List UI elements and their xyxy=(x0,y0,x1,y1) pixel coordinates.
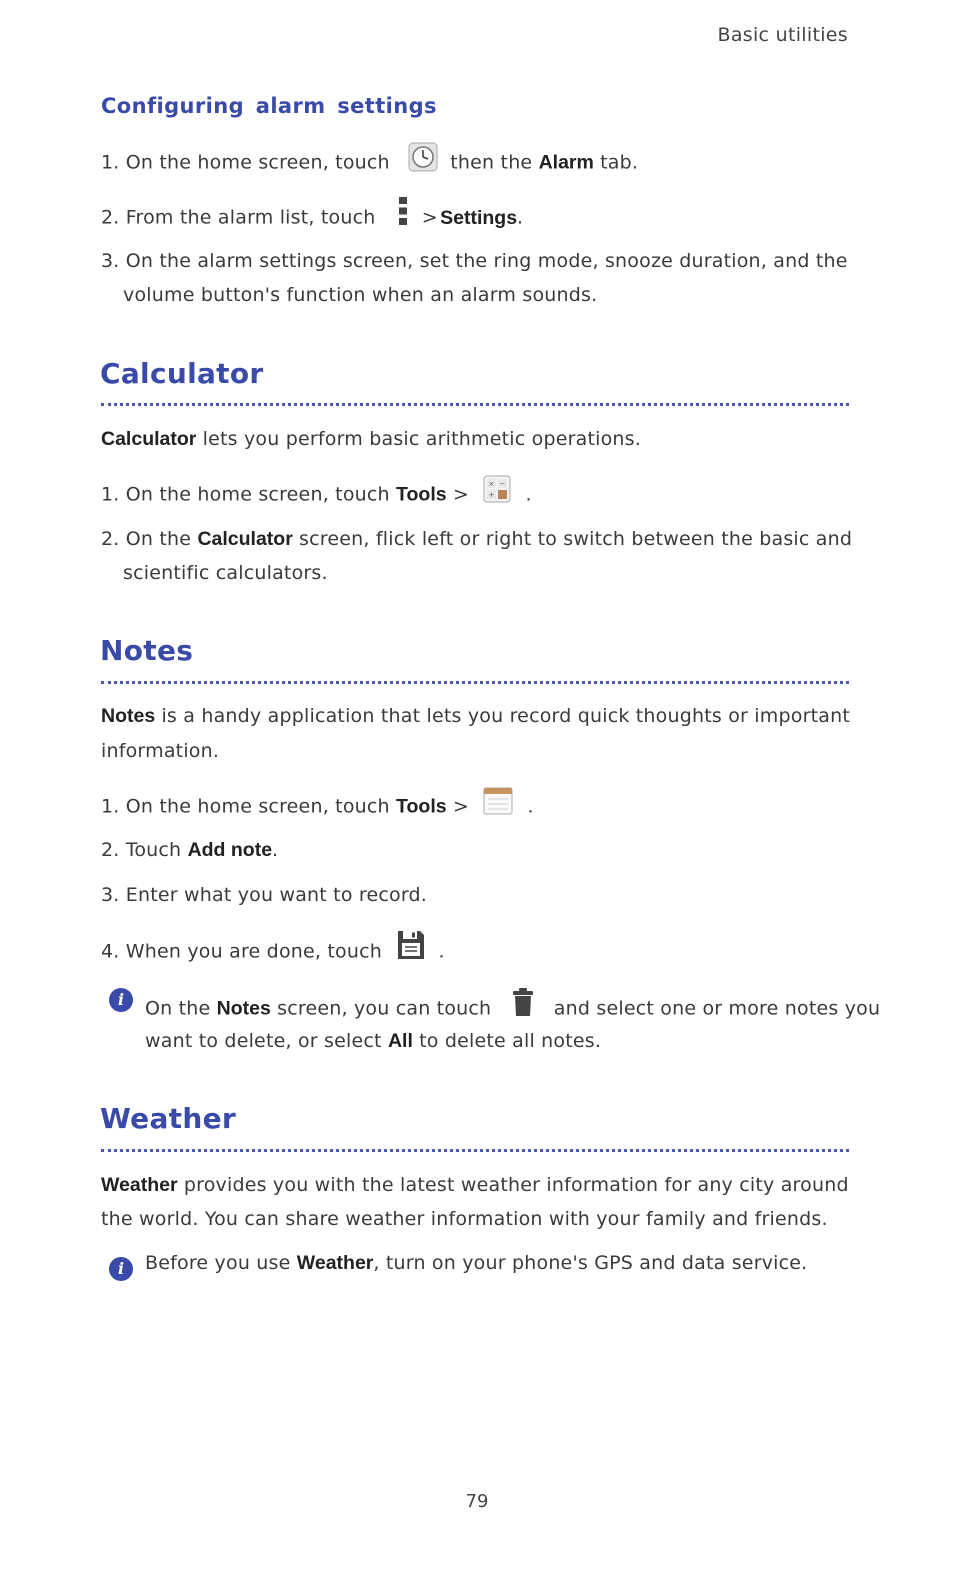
alarm-settings-heading: Configuring alarm settings xyxy=(101,94,437,118)
intro-bold: Notes xyxy=(101,705,156,727)
tip-text: and select one or more notes you xyxy=(553,997,881,1020)
intro-bold: Calculator xyxy=(101,428,197,450)
calculator-step-2-cont: scientific calculators. xyxy=(123,562,328,584)
settings-label: Settings xyxy=(440,206,518,229)
calculator-icon xyxy=(483,475,511,509)
tools-label: Tools xyxy=(396,795,447,818)
alarm-step-1 xyxy=(101,148,638,178)
trash-icon xyxy=(512,987,534,1023)
step-text: . xyxy=(525,483,532,506)
weather-intro-cont: the world. You can share weather information with your family and friends. xyxy=(101,1208,828,1230)
tip-text: Before you use xyxy=(145,1252,291,1274)
step-text: . xyxy=(272,839,279,861)
step-text: . xyxy=(527,795,534,818)
notes-step-4 xyxy=(101,937,445,967)
notes-intro xyxy=(101,704,850,728)
intro-text: is a handy application that lets you record quick thoughts or important xyxy=(161,705,850,727)
tip-bold: Notes xyxy=(216,997,271,1020)
notes-intro-cont: information. xyxy=(101,740,220,762)
alarm-tab-label: Alarm xyxy=(538,151,594,174)
step-text: 1. On the home screen, touch xyxy=(101,483,390,506)
notes-step-1 xyxy=(101,793,534,821)
clock-icon xyxy=(408,142,438,178)
calculator-step-1 xyxy=(101,481,532,509)
svg-text:+: + xyxy=(488,491,495,499)
step-text: 1. On the home screen, touch xyxy=(101,795,390,818)
save-icon xyxy=(396,929,426,967)
step-text: . xyxy=(438,940,445,963)
info-icon: i xyxy=(109,1257,133,1281)
tip-bold: All xyxy=(387,1030,413,1052)
page-number: 79 xyxy=(465,1491,489,1512)
tools-label: Tools xyxy=(396,483,447,506)
step-text: > xyxy=(421,206,438,229)
step-text: 2. Touch xyxy=(101,839,182,861)
svg-text:−: − xyxy=(499,480,506,488)
step-text: 4. When you are done, touch xyxy=(101,940,382,963)
notes-heading: Notes xyxy=(100,634,194,667)
alarm-step-3: 3. On the alarm settings screen, set the ring mode, snooze duration, and the xyxy=(101,250,848,272)
notes-step-3: 3. Enter what you want to record. xyxy=(101,884,428,906)
section-divider xyxy=(101,1149,849,1152)
step-text: > xyxy=(452,483,469,506)
step-text: 2. From the alarm list, touch xyxy=(101,206,376,229)
notes-tip xyxy=(145,995,880,1023)
intro-text: provides you with the latest weather information for any city around xyxy=(183,1174,849,1196)
info-icon: i xyxy=(109,988,133,1012)
svg-text:×: × xyxy=(488,480,495,488)
calculator-step-2 xyxy=(101,527,852,551)
notepad-icon xyxy=(483,787,513,821)
weather-heading: Weather xyxy=(100,1102,236,1135)
add-note-label: Add note xyxy=(187,839,273,861)
menu-dots-icon xyxy=(398,196,408,232)
step-text: 2. On the xyxy=(101,528,192,550)
tip-text: On the xyxy=(145,997,211,1020)
notes-step-2 xyxy=(101,838,278,862)
tip-text: want to delete, or select xyxy=(145,1030,382,1052)
notes-tip-cont xyxy=(145,1029,601,1053)
tip-text: to delete all notes. xyxy=(419,1030,602,1052)
calculator-intro xyxy=(101,427,641,451)
tip-text: , turn on your phone's GPS and data service. xyxy=(373,1252,808,1274)
running-header: Basic utilities xyxy=(717,24,848,46)
intro-text: lets you perform basic arithmetic operations. xyxy=(202,428,641,450)
step-text: tab. xyxy=(600,151,639,174)
weather-tip xyxy=(145,1251,807,1275)
weather-intro xyxy=(101,1173,849,1197)
calculator-heading: Calculator xyxy=(100,357,264,390)
alarm-step-2 xyxy=(101,204,523,232)
section-divider xyxy=(101,403,849,406)
step-text: 1. On the home screen, touch xyxy=(101,151,390,174)
step-text: screen, flick left or right to switch between the basic and xyxy=(299,528,853,550)
calculator-label: Calculator xyxy=(197,528,293,550)
step-text: then the xyxy=(450,151,533,174)
intro-bold: Weather xyxy=(101,1174,178,1196)
alarm-step-3-cont: volume button's function when an alarm sounds. xyxy=(123,284,598,306)
tip-text: screen, you can touch xyxy=(277,997,492,1020)
step-text: > xyxy=(452,795,469,818)
step-text: . xyxy=(517,206,524,229)
section-divider xyxy=(101,681,849,684)
tip-bold: Weather xyxy=(296,1252,374,1274)
